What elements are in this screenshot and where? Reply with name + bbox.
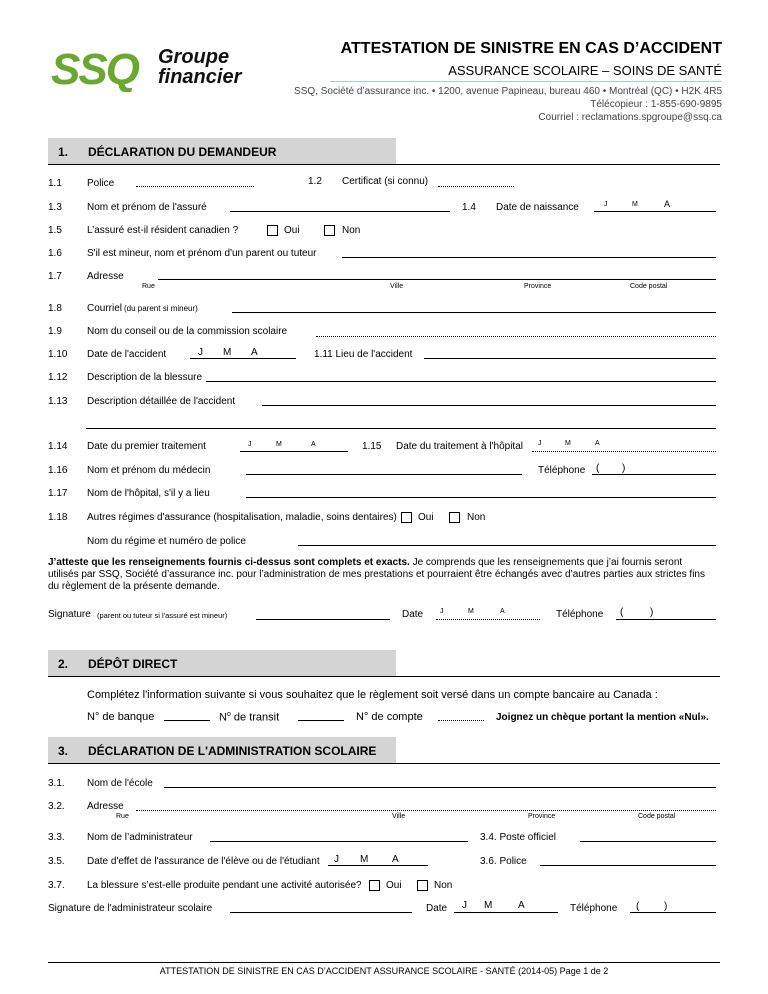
attestation-bold: J’atteste que les renseignements fournis ci-dessus sont complets et exacts. bbox=[48, 557, 410, 568]
field-3-7-number: 3.7. bbox=[48, 880, 65, 891]
admin-year-label: A bbox=[518, 900, 525, 911]
transit-n: N bbox=[219, 711, 227, 724]
police-input[interactable] bbox=[136, 186, 254, 187]
field-1-17-label: Nom de l'hôpital, s'il y a lieu bbox=[87, 488, 210, 499]
field-3-5-number: 3.5. bbox=[48, 856, 65, 867]
svg-text:SSQ: SSQ bbox=[51, 45, 138, 92]
field-1-1-label: Police bbox=[87, 178, 115, 189]
attestation-line-3: du règlement de la présente demande. bbox=[48, 581, 220, 592]
accident-day-label: J bbox=[198, 347, 203, 358]
section-1-rule bbox=[48, 164, 720, 165]
field-1-12-label: Description de la blessure bbox=[87, 372, 203, 383]
field-1-14-label: Date du premier traitement bbox=[87, 441, 206, 452]
field-1-8-label: Courriel bbox=[87, 303, 123, 314]
field-1-10-number: 1.10 bbox=[48, 349, 68, 360]
field-1-15-label: Date du traitement à l'hôpital bbox=[396, 441, 523, 452]
field-1-3-number: 1.3 bbox=[48, 202, 62, 213]
doctor-name-input[interactable] bbox=[246, 474, 522, 475]
school-address-city-caption: Ville bbox=[392, 813, 406, 820]
admin-date-label: Date bbox=[426, 903, 448, 914]
school-address-postal-caption: Code postal bbox=[638, 813, 676, 820]
admin-signature-input[interactable] bbox=[230, 912, 412, 913]
accident-details-input-line-2[interactable] bbox=[86, 428, 716, 429]
section-3-title: DÉCLARATION DE L'ADMINISTRATION SCOLAIRE bbox=[88, 744, 377, 758]
school-address-province-caption: Province bbox=[528, 813, 556, 820]
field-1-18-number: 1.18 bbox=[48, 512, 68, 523]
transit-number-label bbox=[219, 711, 279, 724]
hospital-treatment-month-label: M bbox=[565, 440, 571, 447]
address-postal-caption: Code postal bbox=[630, 283, 668, 290]
email-input[interactable] bbox=[232, 312, 716, 313]
school-name-input[interactable] bbox=[164, 787, 716, 788]
effective-month-label: M bbox=[360, 854, 369, 865]
hospital-treatment-date-input[interactable] bbox=[532, 451, 716, 452]
hospital-treatment-year-label: A bbox=[595, 440, 600, 447]
admin-phone-paren-close: ) bbox=[664, 901, 668, 912]
first-treatment-year-label: A bbox=[311, 441, 316, 448]
field-1-13-label: Description détaillée de l'accident bbox=[87, 396, 236, 407]
field-3-3-label: Nom de l’administrateur bbox=[87, 832, 193, 843]
school-board-input[interactable] bbox=[316, 336, 716, 337]
field-3-7-label: La blessure s’est-elle produite pendant une activité autorisée? bbox=[87, 880, 362, 891]
first-treatment-date-input[interactable] bbox=[240, 451, 348, 452]
accident-details-input[interactable] bbox=[262, 405, 716, 406]
field-3-3-number: 3.3. bbox=[48, 832, 65, 843]
signature-phone-input[interactable] bbox=[616, 619, 716, 620]
field-1-5-label: L’assuré est-il résident canadien ? bbox=[87, 225, 239, 236]
hospital-name-input[interactable] bbox=[246, 497, 716, 498]
admin-phone-paren-open: ( bbox=[636, 901, 640, 912]
signature-date-label: Date bbox=[402, 609, 424, 620]
birth-month-label: M bbox=[632, 201, 638, 208]
school-police-input[interactable] bbox=[540, 865, 716, 866]
field-1-8-note: (du parent si mineur) bbox=[124, 304, 198, 313]
authorized-activity-no-label: Non bbox=[434, 880, 453, 891]
doctor-phone-paren-close: ) bbox=[622, 463, 626, 474]
field-1-5-number: 1.5 bbox=[48, 225, 62, 236]
form-subtitle: ASSURANCE SCOLAIRE – SOINS DE SANTÉ bbox=[448, 63, 722, 78]
section-3-number: 3. bbox=[58, 744, 69, 758]
section-1-title: DÉCLARATION DU DEMANDEUR bbox=[88, 145, 277, 159]
effective-date-input[interactable] bbox=[328, 865, 428, 866]
section-1-number: 1. bbox=[58, 145, 69, 159]
accident-location-input[interactable] bbox=[424, 358, 716, 359]
form-title: ATTESTATION DE SINISTRE EN CAS D’ACCIDENT bbox=[340, 40, 722, 57]
field-3-2-number: 3.2. bbox=[48, 801, 65, 812]
admin-date-input[interactable] bbox=[454, 912, 558, 913]
accident-year-label: A bbox=[251, 347, 258, 358]
cheque-note: Joignez un chèque portant la mention «Nul». bbox=[496, 712, 709, 723]
section-2-title: DÉPÔT DIRECT bbox=[88, 657, 178, 671]
signature-input[interactable] bbox=[256, 619, 390, 620]
doctor-phone-input[interactable] bbox=[592, 474, 716, 475]
administrator-name-input[interactable] bbox=[210, 841, 468, 842]
field-1-17-number: 1.17 bbox=[48, 488, 68, 499]
field-1-6-label: S'il est mineur, nom et prénom d'un parent ou tuteur bbox=[87, 248, 317, 259]
field-1-4-number: 1.4 bbox=[462, 202, 476, 213]
signature-phone-paren-close: ) bbox=[650, 607, 654, 618]
school-address-input[interactable] bbox=[136, 810, 716, 811]
admin-phone-label: Téléphone bbox=[570, 903, 618, 914]
first-treatment-day-label: J bbox=[248, 441, 252, 448]
official-position-input[interactable] bbox=[580, 841, 716, 842]
field-1-9-label: Nom du conseil ou de la commission scolaire bbox=[87, 326, 288, 337]
field-1-12-number: 1.12 bbox=[48, 372, 68, 383]
resident-no-checkbox[interactable] bbox=[324, 225, 335, 236]
field-3-5-label: Date d'effet de l'assurance de l'élève ou de l'étudiant bbox=[87, 856, 320, 867]
field-1-7-label: Adresse bbox=[87, 271, 124, 282]
resident-yes-checkbox[interactable] bbox=[267, 225, 278, 236]
birth-day-label: J bbox=[604, 201, 608, 208]
field-1-18-label: Autres régimes d'assurance (hospitalisation, maladie, soins dentaires) bbox=[87, 512, 397, 523]
doctor-phone-label: Téléphone bbox=[538, 465, 586, 476]
regime-input[interactable] bbox=[298, 545, 716, 546]
field-1-10-label: Date de l'accident bbox=[87, 349, 167, 360]
field-1-13-number: 1.13 bbox=[48, 396, 68, 407]
field-3-2-label: Adresse bbox=[87, 801, 124, 812]
address-city-caption: Ville bbox=[390, 283, 404, 290]
address-province-caption: Province bbox=[524, 283, 552, 290]
section-3-rule bbox=[48, 763, 720, 764]
section-2-rule bbox=[48, 676, 720, 677]
field-1-16-label: Nom et prénom du médecin bbox=[87, 465, 211, 476]
footer-rule bbox=[48, 962, 720, 963]
signature-year-label: A bbox=[500, 608, 505, 615]
guardian-name-input[interactable] bbox=[342, 257, 716, 258]
hospital-treatment-day-label: J bbox=[538, 440, 542, 447]
school-address-street-caption: Rue bbox=[116, 813, 129, 820]
doctor-phone-paren-open: ( bbox=[596, 463, 600, 474]
effective-year-label: A bbox=[392, 854, 399, 865]
field-3-1-label: Nom de l'école bbox=[87, 778, 153, 789]
field-1-2-label: Certificat (si connu) bbox=[342, 176, 429, 187]
transit-rest: de transit bbox=[230, 711, 280, 724]
address-street-caption: Rue bbox=[142, 283, 155, 290]
field-3-6-label: 3.6. Police bbox=[480, 856, 527, 867]
bank-number-input[interactable] bbox=[164, 720, 210, 721]
transit-o: o bbox=[226, 711, 231, 718]
attestation-line-2: utilisés par SSQ, Société d’assurance inc. pour l’administration de mes prestations et pourraient être échangés avec d’autres parties aux strictes fins bbox=[48, 569, 705, 580]
field-3-1-number: 3.1. bbox=[48, 778, 65, 789]
attestation-line-1: Je comprends que les renseignements que j’ai fournis seront bbox=[409, 557, 683, 568]
account-number-input[interactable] bbox=[438, 720, 484, 721]
company-address: SSQ, Société d’assurance inc. • 1200, avenue Papineau, bureau 460 • Montréal (QC) • H2K 4R5 bbox=[294, 86, 722, 97]
direct-deposit-intro: Complétez l'information suivante si vous souhaitez que le règlement soit versé dans un compte bancaire au Canada : bbox=[87, 689, 658, 701]
company-fax: Télécopieur : 1-855-690-9895 bbox=[590, 99, 722, 110]
admin-signature-label: Signature de l'administrateur scolaire bbox=[48, 903, 213, 914]
birth-date-input[interactable] bbox=[594, 211, 716, 212]
admin-month-label: M bbox=[484, 900, 493, 911]
admin-phone-input[interactable] bbox=[630, 912, 716, 913]
effective-day-label: J bbox=[334, 854, 339, 865]
accident-date-input[interactable] bbox=[190, 358, 296, 359]
certificate-input[interactable] bbox=[438, 186, 514, 187]
section-2-number: 2. bbox=[58, 657, 69, 671]
field-1-3-label: Nom et prénom de l'assuré bbox=[87, 202, 207, 213]
field-1-7-number: 1.7 bbox=[48, 271, 62, 282]
insured-name-input[interactable] bbox=[230, 211, 450, 212]
authorized-activity-yes-label: Oui bbox=[386, 880, 402, 891]
company-email: Courriel : reclamations.spgroupe@ssq.ca bbox=[538, 112, 722, 123]
attestation-paragraph bbox=[48, 557, 705, 593]
other-insurance-no-label: Non bbox=[467, 512, 486, 523]
logo-groupe-text: Groupe bbox=[158, 46, 230, 68]
footer-text: ATTESTATION DE SINISTRE EN CAS D’ACCIDENT ASSURANCE SCOLAIRE - SANTÉ (2014-05) Page 1 de 2 bbox=[159, 966, 609, 976]
field-1-14-number: 1.14 bbox=[48, 441, 68, 452]
authorized-activity-no-checkbox[interactable] bbox=[417, 880, 428, 891]
account-number-label: N° de compte bbox=[356, 711, 423, 723]
accident-month-label: M bbox=[223, 347, 232, 358]
signature-day-label: J bbox=[440, 608, 444, 615]
signature-note: (parent ou tuteur si l'assuré est mineur) bbox=[97, 611, 228, 620]
transit-number-input[interactable] bbox=[298, 720, 344, 721]
logo-financier-text: financier bbox=[158, 66, 242, 88]
birth-year-label: A bbox=[664, 199, 671, 209]
first-treatment-month-label: M bbox=[276, 441, 282, 448]
address-input[interactable] bbox=[158, 279, 716, 280]
injury-description-input[interactable] bbox=[206, 381, 716, 382]
authorized-activity-yes-checkbox[interactable] bbox=[369, 880, 380, 891]
admin-day-label: J bbox=[462, 900, 467, 911]
other-insurance-yes-label: Oui bbox=[418, 512, 434, 523]
resident-yes-label: Oui bbox=[284, 225, 300, 236]
resident-no-label: Non bbox=[342, 225, 361, 236]
header-rule bbox=[330, 81, 722, 82]
signature-month-label: M bbox=[468, 608, 474, 615]
field-1-15-number: 1.15 bbox=[362, 441, 382, 452]
field-1-2-number: 1.2 bbox=[308, 176, 322, 187]
bank-number-label: N° de banque bbox=[87, 711, 155, 723]
field-1-9-number: 1.9 bbox=[48, 326, 62, 337]
other-insurance-yes-checkbox[interactable] bbox=[401, 512, 412, 523]
signature-date-input[interactable] bbox=[436, 619, 540, 620]
field-1-16-number: 1.16 bbox=[48, 465, 68, 476]
field-1-6-number: 1.6 bbox=[48, 248, 62, 259]
field-1-1-number: 1.1 bbox=[48, 178, 62, 189]
other-insurance-no-checkbox[interactable] bbox=[449, 512, 460, 523]
signature-label: Signature bbox=[48, 609, 91, 620]
regime-label: Nom du régime et numéro de police bbox=[87, 536, 246, 547]
field-3-4-label: 3.4. Poste officiel bbox=[480, 832, 556, 843]
signature-phone-label: Téléphone bbox=[556, 609, 604, 620]
field-1-11-label: 1.11 Lieu de l'accident bbox=[314, 349, 413, 360]
signature-phone-paren-open: ( bbox=[620, 607, 624, 618]
field-1-8-number: 1.8 bbox=[48, 303, 62, 314]
field-1-4-label: Date de naissance bbox=[496, 202, 579, 213]
